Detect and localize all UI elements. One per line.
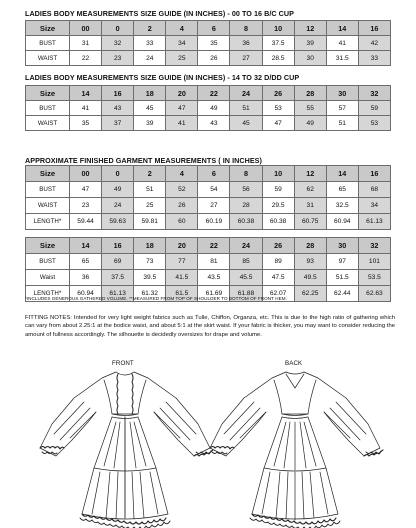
measurement-cell: 59.81 (134, 214, 166, 230)
row-label: LENGTH* (26, 286, 70, 302)
size-header-cell: 2 (134, 166, 166, 182)
measurement-cell: 60.75 (294, 214, 326, 230)
size-header-cell: 10 (262, 21, 294, 36)
measurement-cell: 60 (166, 214, 198, 230)
size-header-cell: 26 (262, 86, 294, 101)
size-header-cell: 14 (326, 166, 358, 182)
measurement-cell: 41 (166, 116, 198, 131)
measurement-cell: 36 (70, 270, 102, 286)
measurement-row (26, 51, 391, 66)
measurement-cell: 62.07 (262, 286, 294, 302)
size-table-body-bc-cup (25, 20, 391, 66)
size-header-cell: 20 (166, 86, 198, 101)
size-header-cell: 14 (70, 238, 102, 254)
size-header-cell: 16 (358, 21, 390, 36)
size-header-cell: 12 (294, 166, 326, 182)
size-header-cell: 4 (166, 21, 198, 36)
measurement-cell: 60.38 (262, 214, 294, 230)
measurement-cell: 60.94 (70, 286, 102, 302)
row-label: Waist (26, 270, 70, 286)
measurement-cell: 59.44 (70, 214, 102, 230)
measurement-cell: 51 (230, 101, 262, 116)
measurement-cell: 59 (358, 101, 390, 116)
measurement-cell: 31.5 (326, 51, 358, 66)
measurement-cell: 85 (230, 254, 262, 270)
measurement-cell: 61.69 (198, 286, 230, 302)
measurement-cell: 25 (166, 51, 198, 66)
measurement-cell: 37.5 (102, 270, 134, 286)
measurement-cell: 28 (230, 198, 262, 214)
size-header-cell: 22 (198, 238, 230, 254)
measurement-cell: 49 (102, 182, 134, 198)
measurement-cell: 35 (70, 116, 102, 131)
measurement-cell: 56 (230, 182, 262, 198)
row-label: WAIST (26, 116, 70, 131)
measurement-cell: 26 (198, 51, 230, 66)
table2-title: LADIES BODY MEASUREMENTS SIZE GUIDE (IN INCHES) - 14 TO 32 D/DD CUP (25, 73, 300, 82)
size-header-cell: 00 (70, 21, 102, 36)
measurement-cell: 62 (294, 182, 326, 198)
measurement-cell: 54 (198, 182, 230, 198)
measurement-cell: 31 (294, 198, 326, 214)
measurement-cell: 60.19 (198, 214, 230, 230)
measurement-cell: 45 (230, 116, 262, 131)
measurement-cell: 47 (166, 101, 198, 116)
measurement-cell: 25 (134, 198, 166, 214)
measurement-cell: 69 (102, 254, 134, 270)
measurement-cell: 32 (102, 36, 134, 51)
size-header-cell: 26 (262, 238, 294, 254)
measurement-cell: 37 (102, 116, 134, 131)
measurement-cell: 57 (326, 101, 358, 116)
measurement-cell: 43 (198, 116, 230, 131)
measurement-cell: 34 (358, 198, 390, 214)
size-header-cell: 20 (166, 238, 198, 254)
measurement-cell: 68 (358, 182, 390, 198)
table1-title: LADIES BODY MEASUREMENTS SIZE GUIDE (IN INCHES) - 00 TO 16 B/C CUP (25, 9, 295, 18)
size-header-cell: 30 (326, 238, 358, 254)
size-header-cell: 32 (358, 238, 390, 254)
measurement-cell: 43 (102, 101, 134, 116)
back-dress-illustration (200, 368, 390, 528)
measurement-cell: 24 (134, 51, 166, 66)
measurement-cell: 34 (166, 36, 198, 51)
measurement-cell: 39 (134, 116, 166, 131)
measurement-cell: 28.5 (262, 51, 294, 66)
measurement-cell: 65 (326, 182, 358, 198)
size-header-cell: 00 (70, 166, 102, 182)
measurement-cell: 41 (70, 101, 102, 116)
size-header-cell: 32 (358, 86, 390, 101)
measurement-cell: 47.5 (262, 270, 294, 286)
measurement-cell: 60.94 (326, 214, 358, 230)
measurement-cell: 61.5 (166, 286, 198, 302)
measurement-cell: 49 (198, 101, 230, 116)
measurement-cell: 35 (198, 36, 230, 51)
measurement-cell: 61.13 (102, 286, 134, 302)
measurement-cell: 24 (102, 198, 134, 214)
back-view-label: BACK (285, 360, 303, 367)
size-header-label: Size (26, 166, 70, 182)
size-header-cell: 0 (102, 166, 134, 182)
size-header-cell: 8 (230, 166, 262, 182)
measurement-cell: 51 (326, 116, 358, 131)
measurement-cell: 61.32 (134, 286, 166, 302)
size-header-cell: 22 (198, 86, 230, 101)
measurement-cell: 36 (230, 36, 262, 51)
size-header-cell: 14 (70, 86, 102, 101)
measurement-cell: 73 (134, 254, 166, 270)
measurement-cell: 53.5 (358, 270, 390, 286)
size-header-cell: 16 (102, 86, 134, 101)
measurement-row (26, 101, 391, 116)
measurement-cell: 49 (294, 116, 326, 131)
measurement-cell: 26 (166, 198, 198, 214)
measurement-cell: 23 (70, 198, 102, 214)
measurement-cell: 97 (326, 254, 358, 270)
finished-garment-table-small (25, 165, 391, 230)
measurement-cell: 41.5 (166, 270, 198, 286)
measurement-cell: 47 (262, 116, 294, 131)
measurement-cell: 77 (166, 254, 198, 270)
row-label: WAIST (26, 51, 70, 66)
size-header-cell: 16 (358, 166, 390, 182)
size-header-cell: 12 (294, 21, 326, 36)
row-label: LENGTH* (26, 214, 70, 230)
measurement-row (26, 198, 391, 214)
measurement-cell: 61.13 (358, 214, 390, 230)
table3-title: APPROXIMATE FINISHED GARMENT MEASUREMENTS ( IN INCHES) (25, 156, 262, 165)
measurement-cell: 22 (70, 51, 102, 66)
measurement-row (26, 214, 391, 230)
size-header-cell: 18 (134, 238, 166, 254)
measurement-cell: 33 (134, 36, 166, 51)
measurement-cell: 81 (198, 254, 230, 270)
measurement-cell: 30 (294, 51, 326, 66)
measurement-cell: 101 (358, 254, 390, 270)
size-header-label: Size (26, 238, 70, 254)
size-header-cell: 14 (326, 21, 358, 36)
size-header-cell: 6 (198, 21, 230, 36)
front-view-label: FRONT (112, 360, 134, 367)
fitting-notes: FITTING NOTES: Intended for very light weight fabrics such as Tulle, Chiffon, Organza, etc. This is due to the high ratio of gathering which can vary from about 2.25:1 at the bodice waist, and about 5:1 at the skirt waist. If your fabric is thicker, you may want to consider reducing the amount of fullness accordingly. The silhouette is decidedly oversizes for drape and volume. (25, 315, 395, 338)
measurement-cell: 62.44 (326, 286, 358, 302)
measurement-cell: 53 (262, 101, 294, 116)
measurement-cell: 39 (294, 36, 326, 51)
measurement-row (26, 270, 391, 286)
size-header-cell: 24 (230, 86, 262, 101)
measurement-cell: 59.63 (102, 214, 134, 230)
measurement-cell: 47 (70, 182, 102, 198)
row-label: WAIST (26, 198, 70, 214)
front-dress-illustration (30, 368, 220, 528)
size-header-cell: 8 (230, 21, 262, 36)
measurement-cell: 29.5 (262, 198, 294, 214)
measurement-cell: 45 (134, 101, 166, 116)
size-header-cell: 24 (230, 238, 262, 254)
measurement-row (26, 116, 391, 131)
measurement-cell: 62.25 (294, 286, 326, 302)
size-header-label: Size (26, 86, 70, 101)
row-label: BUST (26, 101, 70, 116)
measurement-row (26, 36, 391, 51)
measurement-cell: 31 (70, 36, 102, 51)
measurement-row (26, 254, 391, 270)
measurement-cell: 60.38 (230, 214, 262, 230)
row-label: BUST (26, 36, 70, 51)
measurement-cell: 53 (358, 116, 390, 131)
size-header-cell: 10 (262, 166, 294, 182)
measurement-cell: 43.5 (198, 270, 230, 286)
measurement-cell: 49.5 (294, 270, 326, 286)
size-header-cell: 28 (294, 86, 326, 101)
measurement-cell: 39.5 (134, 270, 166, 286)
row-label: BUST (26, 182, 70, 198)
measurement-cell: 52 (166, 182, 198, 198)
measurement-cell: 65 (70, 254, 102, 270)
measurement-cell: 93 (294, 254, 326, 270)
measurement-cell: 42 (358, 36, 390, 51)
size-header-cell: 2 (134, 21, 166, 36)
measurement-cell: 32.5 (326, 198, 358, 214)
size-header-cell: 30 (326, 86, 358, 101)
size-header-cell: 0 (102, 21, 134, 36)
finished-garment-table-plus (25, 237, 391, 302)
size-header-cell: 16 (102, 238, 134, 254)
measurement-cell: 33 (358, 51, 390, 66)
size-header-cell: 18 (134, 86, 166, 101)
row-label: BUST (26, 254, 70, 270)
measurement-cell: 89 (262, 254, 294, 270)
measurement-cell: 55 (294, 101, 326, 116)
measurement-cell: 61.88 (230, 286, 262, 302)
size-header-cell: 28 (294, 238, 326, 254)
size-table-body-ddd-cup (25, 85, 391, 131)
measurement-cell: 27 (230, 51, 262, 66)
measurement-cell: 51 (134, 182, 166, 198)
measurement-cell: 23 (102, 51, 134, 66)
footnote: *INCLUDES GENEROUS GATHERED VOLUME. **MEASURED FROM TOP OF SHOULDER TO BOTTOM OF FRONT HEM. (25, 296, 287, 301)
size-header-cell: 4 (166, 166, 198, 182)
measurement-cell: 45.5 (230, 270, 262, 286)
measurement-cell: 51.5 (326, 270, 358, 286)
measurement-cell: 62.63 (358, 286, 390, 302)
measurement-cell: 41 (326, 36, 358, 51)
size-header-label: Size (26, 21, 70, 36)
measurement-cell: 37.5 (262, 36, 294, 51)
measurement-row (26, 182, 391, 198)
measurement-cell: 27 (198, 198, 230, 214)
measurement-cell: 59 (262, 182, 294, 198)
size-header-cell: 6 (198, 166, 230, 182)
